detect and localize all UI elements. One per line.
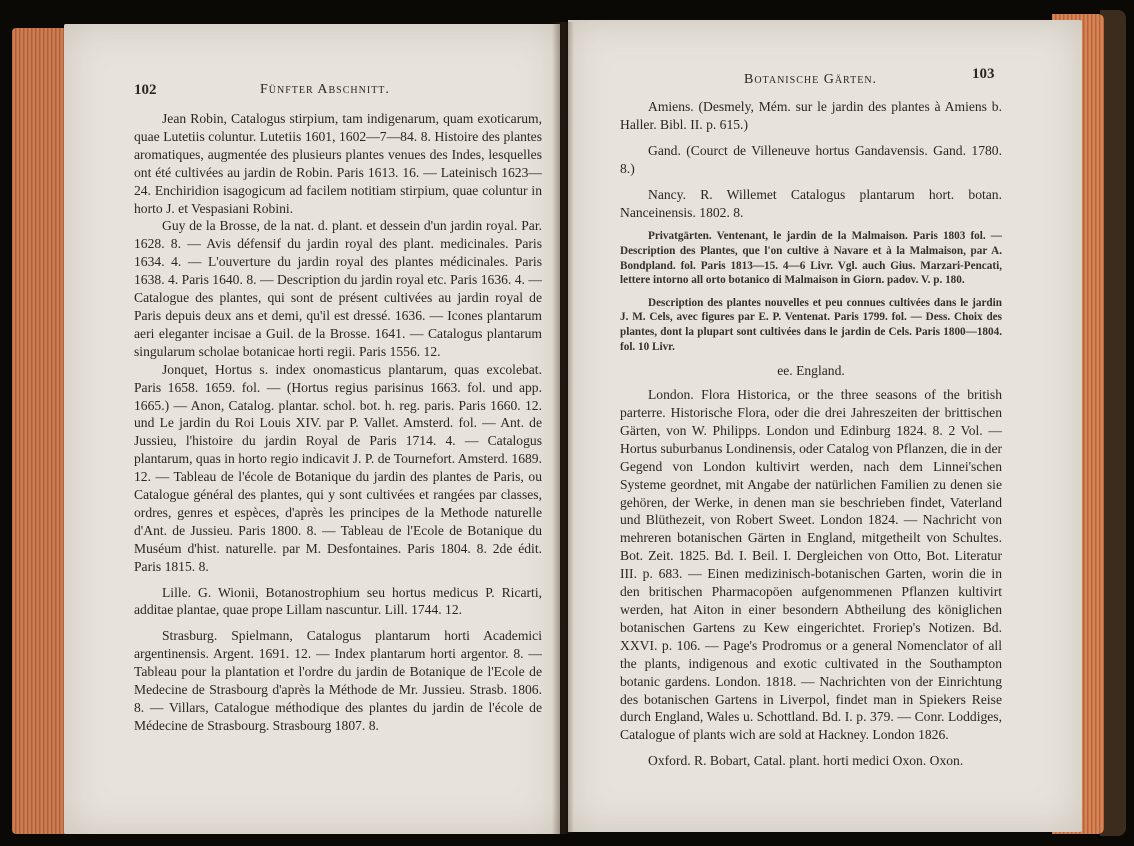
book-gutter — [552, 22, 574, 834]
right-page — [568, 20, 1082, 832]
right-page-number: 103 — [972, 66, 995, 82]
right-running-head: Botanische Gärten. — [744, 72, 878, 87]
entry-oxford: Oxford. R. Bobart, Catal. plant. horti medici Oxon. Oxon. — [648, 753, 964, 769]
left-running-head: Fünfter Abschnitt. — [260, 82, 390, 97]
entry-nancy: Nancy. R. Willemet Catalogus plantarum hort. botan. Nanceinensis. 1802. 8. — [620, 186, 1002, 220]
left-page-number: 102 — [134, 82, 157, 98]
entry-privatgaerten: Privatgärten. Ventenant, le jardin de la Malmaison. Paris 1803 fol. — Description des Plantes, que l'on cultive à Navare et à la Malmaison, par A. Bondpland. fol. Paris 1813—15. 4—6 Livr. Vgl. auch Gius. Marzari-Pencati, lettere intorno all orto botanico di Malmaison in Giorn. padov. V. p. 180. — [620, 230, 1002, 287]
entry-london: London. Flora Historica, or the three seasons of the british parterre. Historische Flora, oder die drei Jahreszeiten der brittischen Gärten, von W. Philipps. London und Edinburg 1824. 8. 2 Vol. — Hortus suburbanus Londinensis, oder Catalog von Pflanzen, die in der Gegend von London kultivirt werden, nach dem Linnei'schen Systeme geordnet, mit Angabe der natürlichen Familien zu denen sie gehören, der Werke, in denen man sie beschrieben findet, Vaterland und Blüthezeit, von Robert Sweet. London 1824. — Nachricht von mehreren botanischen Gärten in England, mitgetheilt von Schultes. Bot. Zeit. 1825. Bd. I. Beil. I. Dergleichen von Otto, Bot. Literatur III. p. 683. — Einen medizinisch-botanischen Garten, worin die in den britischen Pharmacopöen aufgenommenen Pflanzen kultivirt werden, hat Aiton in einer besondern Abtheilung des königlichen botanischen Gartens zu Kew eingerichtet. Froriep's Notizen. Bd. XXVI. p. 106. — Page's Prodromus or a general Nomenclator of all the plants, indigenous and exotic cultivated in the Southampton botanic gardens. London. 1818. — Nachrichten von der Einrichtung des botanischen Gartens in Liverpol, findet man in Spiekers Reise durch England, Wales u. Schottland. Bd. I. p. 379. — Conr. Loddiges, Catalogue of plants wich are sold at Hackney. London 1826. — [620, 387, 1002, 743]
entry-cels: Description des plantes nouvelles et peu connues cultivées dans le jardin J. M. Cels, avec figures par E. P. Ventenat. Paris 1799. fol. — Dess. Choix des plantes, dont la plupart sont cultivées dans le jardin de Cels. Paris 1800—1804. fol. 10 Livr. — [620, 296, 1002, 353]
left-text-column — [134, 110, 542, 735]
entry-paris-brosse: Guy de la Brosse, de la nat. d. plant. et dessein d'un jardin royal. Par. 1628. 8. — Avis défensif du jardin royal des plant. medicinales. Paris 1634. 4. — L'ouverture du jardin royal des plantes médicinales. Paris 1638. 4. Paris 1640. 8. — Description du jardin royal etc. Paris 1636. 4. — Catalogue des plantes, qui sont de présent cultivées au jardin royal de Paris depuis deux ans et demi, qu'il est dressé. 1636. — Icones plantarum aeri eleganter incisae a Guil. de la Brosse. 1641. — Catalogus plantarum singularum scholae botanicae horti regii. Paris 1556. 12. — [134, 218, 542, 359]
entry-strasburg: Strasburg. Spielmann, Catalogus plantarum horti Academici argentinensis. Argent. 1691. 12. — Index plantarum horti argentor. 8. — Tableau pour la plantation et l'ordre du jardin de Botanique de l'Ecole de Medecine de Strasbourg d'après la Méthode de Mr. Jussieu. Strasb. 1806. 8. — Villars, Catalogue méthodique des plantes du jardin de l'école de Médecine de Strasbourg. Strasbourg 1807. 8. — [134, 628, 542, 733]
left-page-edges — [12, 28, 70, 834]
entry-amiens: Amiens. (Desmely, Mém. sur le jardin des plantes à Amiens b. Haller. Bibl. II. p. 615.) — [620, 99, 1002, 132]
left-page — [64, 24, 560, 834]
entry-gand: Gand. (Courct de Villeneuve hortus Gandavensis. Gand. 1780. 8.) — [620, 142, 1002, 176]
entry-paris-jonquet: Jonquet, Hortus s. index onomasticus plantarum, quas excolebat. Paris 1658. 1659. fol. — (Hortus regius parisinus 1663. fol. und app. 1665.) — Anon, Catalog. plantar. schol. bot. h. reg. paris. Paris 1660. 12. und Le jardin du Roi Louis XIV. par P. Vallet. Amsterd. fol. — Ant. de Jussieu, l'histoire du jardin Royal de Paris 1714. 4. — Catalogus plantarum, quas in horto regio indicavit J. P. de Tournefort. Amsterd. 1689. 12. — Tableau de l'école de Botanique du jardin des plantes de Paris, ou Catalogue général des plantes, qui y sont cultivées et rangées par classes, ordres, genres et espèces, d'après les principes de la Methode naturelle d'Ant. de Jussieu. Paris 1800. 8. — Tableau de l'Ecole de Botanique du Muséum d'hist. naturelle. par M. Desfontaines. Paris 1804. 8. 2de édit. Paris 1815. 8. — [134, 361, 542, 574]
right-text-column — [620, 98, 1002, 770]
section-heading-england: ee. England. — [777, 363, 845, 379]
entry-paris-robin: Jean Robin, Catalogus stirpium, tam indigenarum, quam exoticarum, quae Lutetiis coluntur. Lutetiis 1601, 1602—7—84. 8. Histoire des plantes aromatiques, augmentée des plusieurs plantes venues des Indes, lesquelles ont été cultivées au jardin de Robin. Paris 1613. 16. — Lateinisch 1623—24. Enchiridion isagogicum ad facilem notitiam stirpium, quae coluntur in horto J. et Vespasiani Robini. — [134, 111, 542, 216]
entry-lille: Lille. G. Wionii, Botanostrophium seu hortus medicus P. Ricarti, additae plantae, quae prope Lillam nascuntur. Lill. 1744. 12. — [134, 584, 542, 618]
